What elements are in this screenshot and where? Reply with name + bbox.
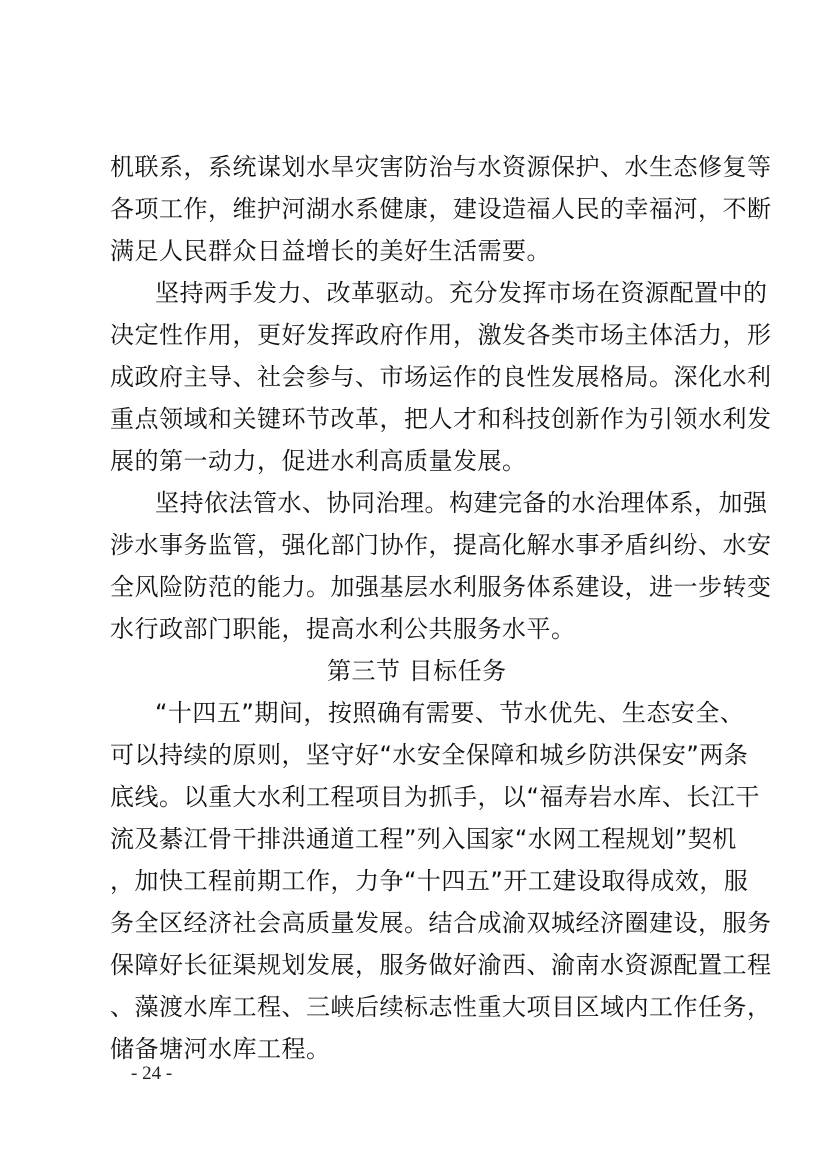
text-line: 、藻渡水库工程、三峡后续标志性重大项目区域内工作任务， (110, 993, 772, 1021)
text-line: 涉水事务监管，强化部门协作，提高化解水事矛盾纠纷、水安 (110, 531, 772, 559)
text-line: ，加快工程前期工作，力争“十四五”开工建设取得成效，服 (110, 867, 749, 895)
text-line: 底线。以重大水利工程项目为抓手，以“福寿岩水库、长江干 (110, 783, 760, 811)
page-number: - 24 - (131, 1063, 173, 1084)
text-line: 各项工作，维护河湖水系健康，建设造福人民的幸福河，不断 (110, 195, 772, 223)
text-line: 务全区经济社会高质量发展。结合成渝双城经济圈建设，服务 (110, 909, 772, 937)
text-line: 满足人民群众日益增长的美好生活需要。 (110, 237, 551, 265)
text-line: 决定性作用，更好发挥政府作用，激发各类市场主体活力，形 (110, 321, 772, 349)
text-line: 可以持续的原则，坚守好“水安全保障和城乡防洪保安”两条 (110, 741, 749, 769)
paragraph-first-line: 坚持两手发力、改革驱动。充分发挥市场在资源配置中的 (155, 279, 768, 307)
text-line: 展的第一动力，促进水利高质量发展。 (110, 447, 527, 475)
text-line: 流及綦江骨干排洪通道工程”列入国家“水网工程规划”契机 (110, 825, 737, 853)
text-line: 机联系，系统谋划水旱灾害防治与水资源保护、水生态修复等 (110, 153, 772, 181)
paragraph-first-line: “十四五”期间，按照确有需要、节水优先、生态安全、 (155, 699, 745, 727)
text-line: 全风险防范的能力。加强基层水利服务体系建设，进一步转变 (110, 573, 772, 601)
section-heading: 第三节 目标任务 (327, 657, 507, 685)
text-line: 储备塘河水库工程。 (110, 1035, 331, 1063)
paragraph-first-line: 坚持依法管水、协同治理。构建完备的水治理体系，加强 (155, 489, 768, 517)
text-line: 保障好长征渠规划发展，服务做好渝西、渝南水资源配置工程 (110, 951, 772, 979)
text-line: 重点领域和关键环节改革，把人才和科技创新作为引领水利发 (110, 405, 772, 433)
text-line: 成政府主导、社会参与、市场运作的良性发展格局。深化水利 (110, 363, 772, 391)
text-line: 水行政部门职能，提高水利公共服务水平。 (110, 615, 576, 643)
